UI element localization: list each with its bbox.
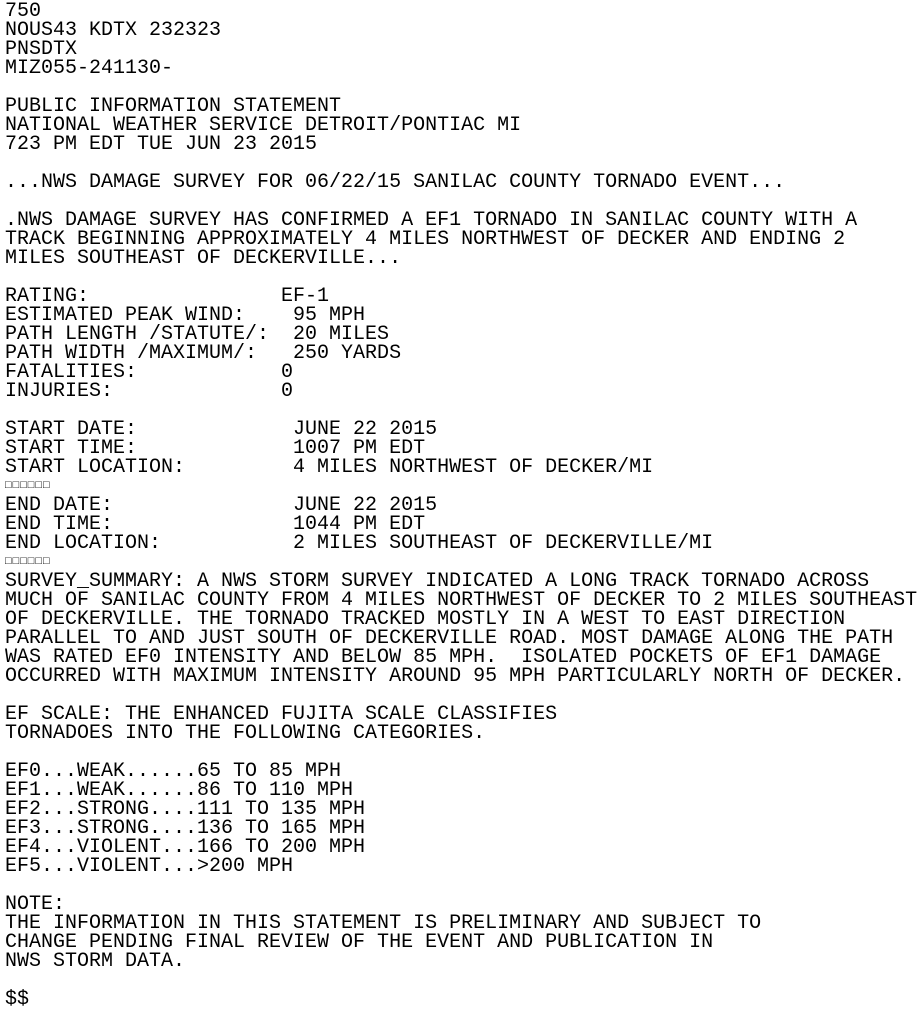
text-line: NOTE:	[5, 893, 66, 916]
text-line	[5, 971, 922, 990]
text-line: END TIME: 1044 PM EDT	[5, 513, 426, 536]
text-line: CHANGE PENDING FINAL REVIEW OF THE EVENT AND PUBLICATION IN	[5, 931, 714, 954]
text-line: $$	[5, 988, 30, 1011]
text-line: 723 PM EDT TUE JUN 23 2015	[5, 133, 318, 156]
text-line	[5, 876, 922, 895]
text-line: FATALITIES: 0	[5, 361, 294, 384]
text-line: MILES SOUTHEAST OF DECKERVILLE...	[5, 247, 402, 270]
text-line: PATH LENGTH /STATUTE/: 20 MILES	[5, 323, 390, 346]
text-line: WAS RATED EF0 INTENSITY AND BELOW 85 MPH. ISOLATED POCKETS OF EF1 DAMAGE	[5, 646, 882, 669]
text-line: INJURIES: 0	[5, 380, 294, 403]
text-line: MUCH OF SANILAC COUNTY FROM 4 MILES NORTHWEST OF DECKER TO 2 MILES SOUTHEAST	[5, 589, 918, 612]
text-line: OF DECKERVILLE. THE TORNADO TRACKED MOSTLY IN A WEST TO EAST DIRECTION	[5, 608, 846, 631]
text-line: NATIONAL WEATHER SERVICE DETROIT/PONTIAC MI	[5, 114, 522, 137]
text-line: PATH WIDTH /MAXIMUM/: 250 YARDS	[5, 342, 402, 365]
text-line: RATING: EF-1	[5, 285, 330, 308]
text-line: PARALLEL TO AND JUST SOUTH OF DECKERVILLE ROAD. MOST DAMAGE ALONG THE PATH	[5, 627, 894, 650]
text-line: EF2...STRONG....111 TO 135 MPH	[5, 798, 366, 821]
text-line: EF4...VIOLENT...166 TO 200 MPH	[5, 836, 366, 859]
text-line: SURVEY_SUMMARY: A NWS STORM SURVEY INDICATED A LONG TRACK TORNADO ACROSS	[5, 570, 870, 593]
placeholder-glyphs: □□□□□□	[5, 480, 51, 492]
text-line: EF5...VIOLENT...>200 MPH	[5, 855, 294, 878]
text-line: .NWS DAMAGE SURVEY HAS CONFIRMED A EF1 TORNADO IN SANILAC COUNTY WITH A	[5, 209, 858, 232]
text-line: START DATE: JUNE 22 2015	[5, 418, 438, 441]
text-line: PNSDTX	[5, 38, 78, 61]
text-line: EF0...WEAK......65 TO 85 MPH	[5, 760, 342, 783]
text-line: TORNADOES INTO THE FOLLOWING CATEGORIES.	[5, 722, 486, 745]
text-line: START LOCATION: 4 MILES NORTHWEST OF DECKER/MI	[5, 456, 654, 479]
text-line: EF3...STRONG....136 TO 165 MPH	[5, 817, 366, 840]
text-line: TRACK BEGINNING APPROXIMATELY 4 MILES NORTHWEST OF DECKER AND ENDING 2	[5, 228, 846, 251]
text-line: START TIME: 1007 PM EDT	[5, 437, 426, 460]
text-line: ...NWS DAMAGE SURVEY FOR 06/22/15 SANILAC COUNTY TORNADO EVENT...	[5, 171, 786, 194]
text-line: OCCURRED WITH MAXIMUM INTENSITY AROUND 95 MPH PARTICULARLY NORTH OF DECKER.	[5, 665, 906, 688]
text-line: EF1...WEAK......86 TO 110 MPH	[5, 779, 354, 802]
text-line: EF SCALE: THE ENHANCED FUJITA SCALE CLASSIFIES	[5, 703, 558, 726]
placeholder-glyphs: □□□□□□	[5, 556, 51, 568]
text-line: NOUS43 KDTX 232323	[5, 19, 222, 42]
text-line: 750	[5, 0, 42, 23]
text-line: END DATE: JUNE 22 2015	[5, 494, 438, 517]
text-line: ESTIMATED PEAK WIND: 95 MPH	[5, 304, 366, 327]
text-line: PUBLIC INFORMATION STATEMENT	[5, 95, 342, 118]
text-line: MIZ055-241130-	[5, 57, 174, 80]
text-line: THE INFORMATION IN THIS STATEMENT IS PRELIMINARY AND SUBJECT TO	[5, 912, 762, 935]
text-line: NWS STORM DATA.	[5, 950, 186, 973]
text-line: END LOCATION: 2 MILES SOUTHEAST OF DECKERVILLE/MI	[5, 532, 714, 555]
